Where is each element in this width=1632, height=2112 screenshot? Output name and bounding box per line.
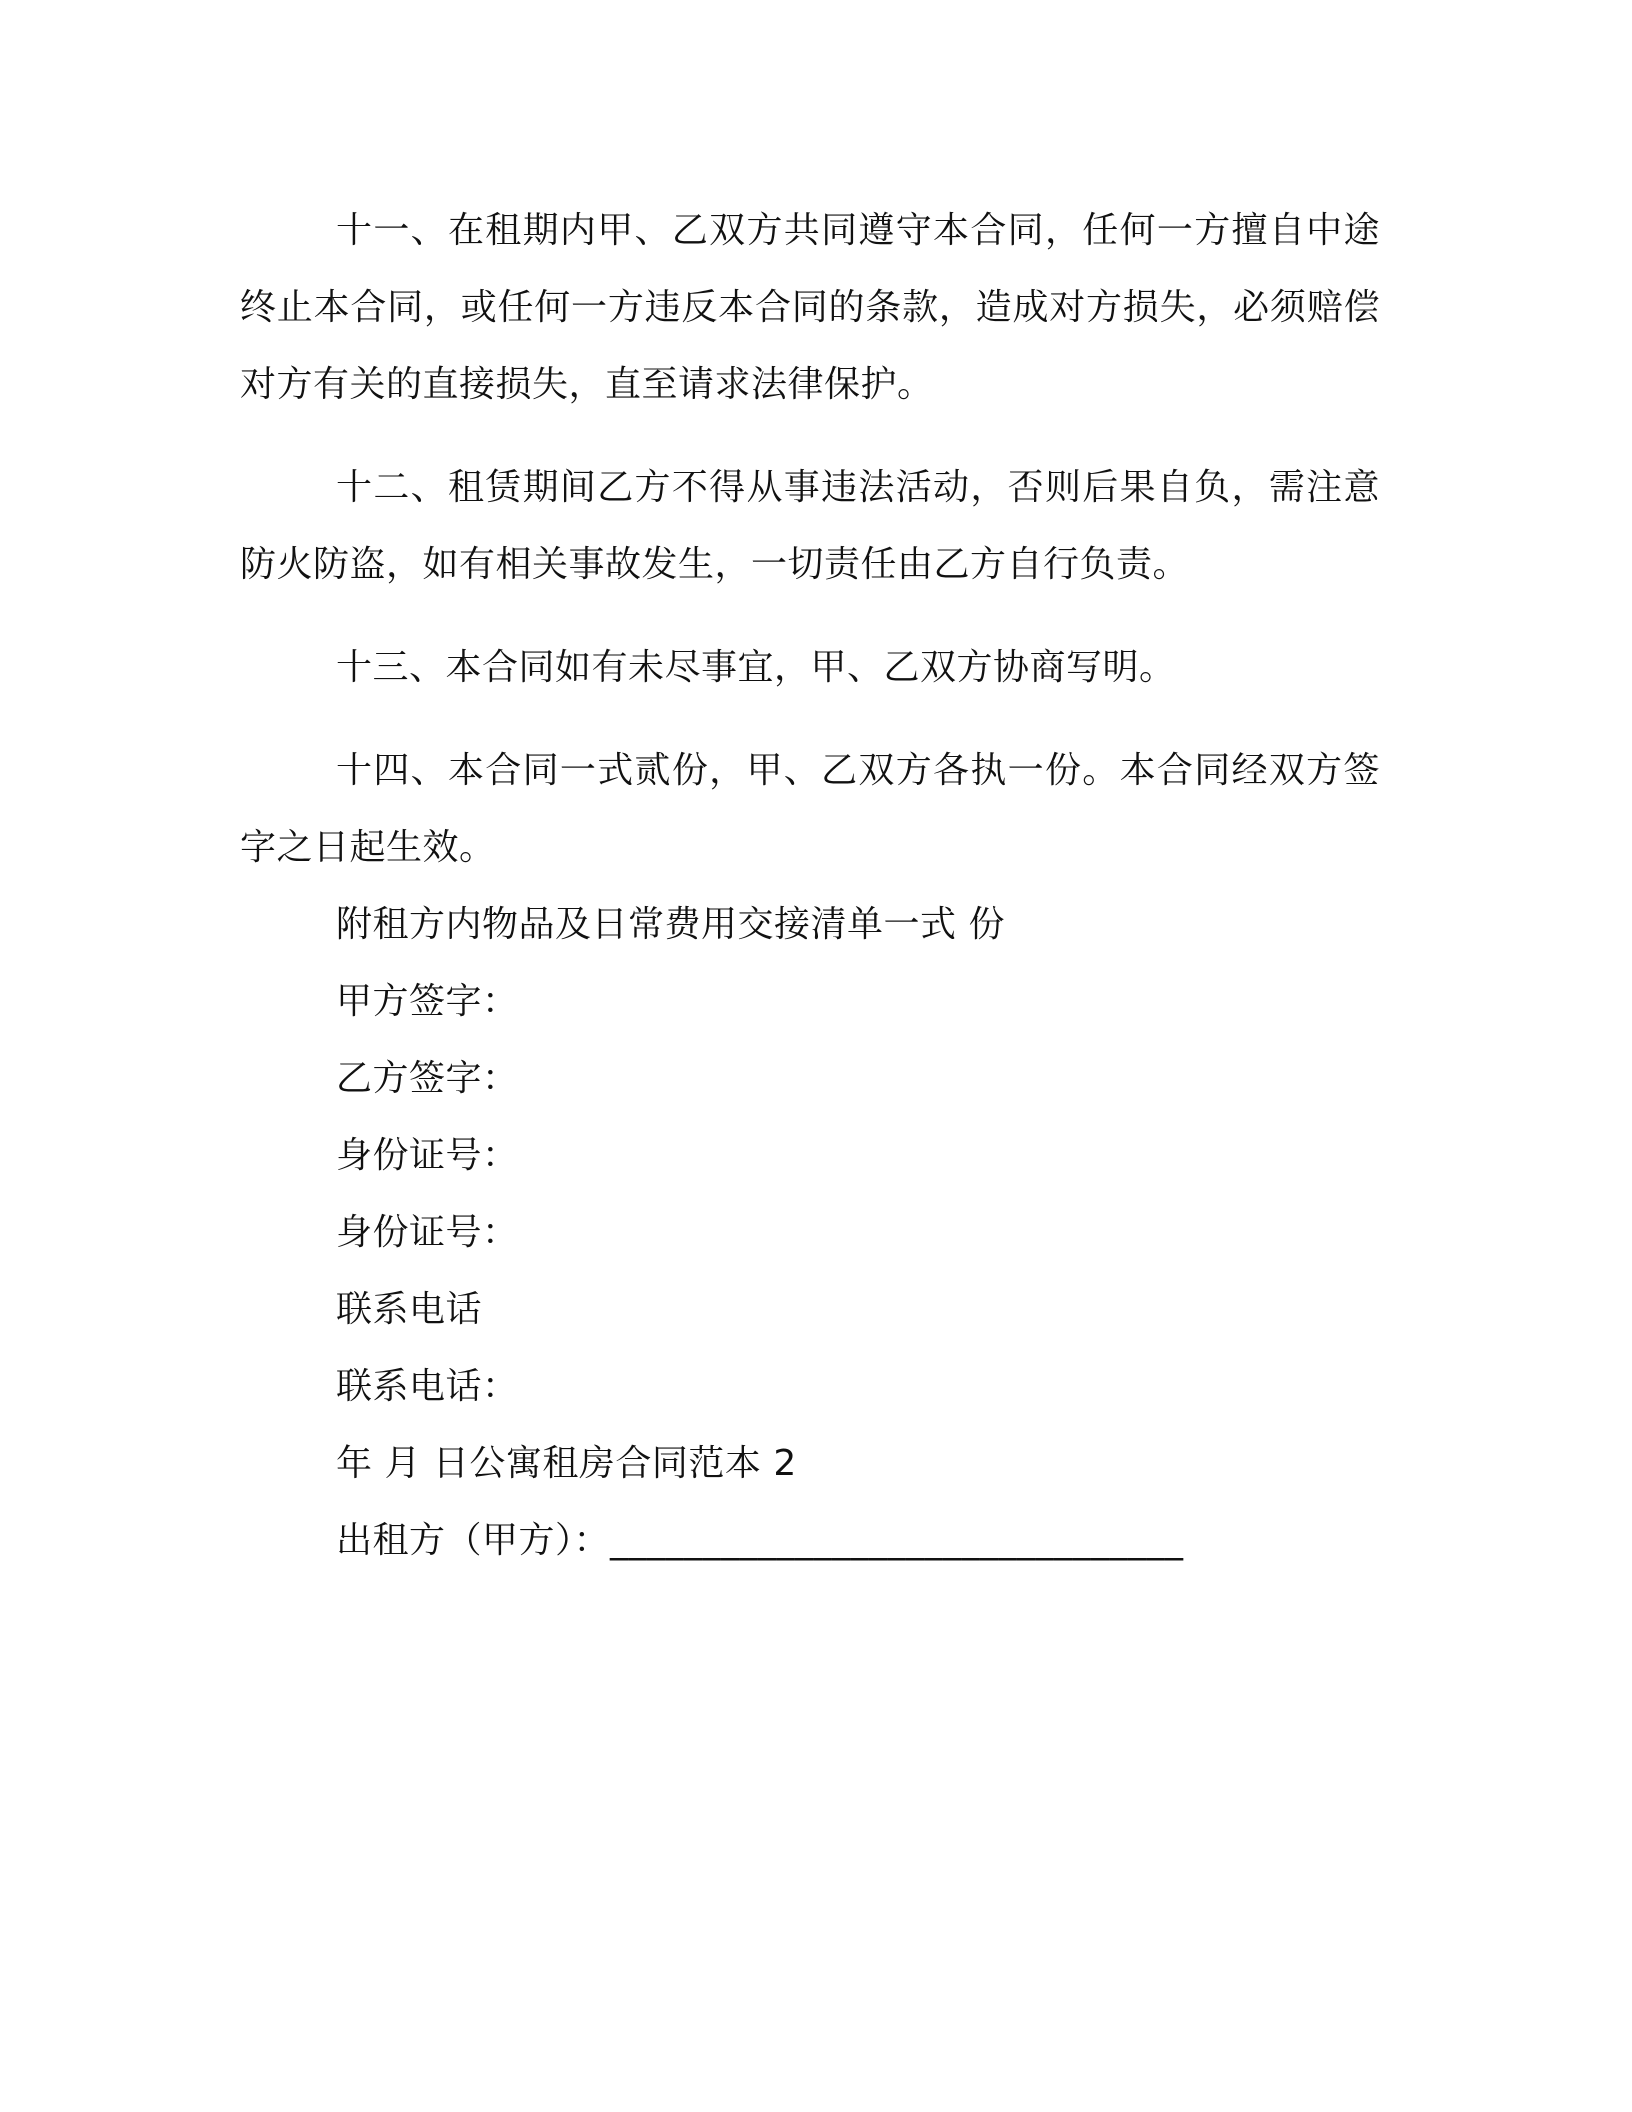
clause-11: 十一、在租期内甲、乙双方共同遵守本合同，任何一方擅自中途终止本合同，或任何一方违反本合同的条款，造成对方损失，必须赔偿对方有关的直接损失，直至请求法律保护。 xyxy=(240,210,1380,405)
clause-13: 十三、本合同如有未尽事宜，甲、乙双方协商写明。 xyxy=(336,647,1176,688)
clause-12: 十二、租赁期间乙方不得从事违法活动，否则后果自负，需注意防火防盗，如有相关事故发生，一切责任由乙方自行负责。 xyxy=(240,467,1380,585)
lessor-label: 出租方（甲方）：_______________________________ xyxy=(336,1520,1184,1561)
id-number-label-1: 身份证号： xyxy=(336,1135,519,1176)
party-b-signature-label: 乙方签字： xyxy=(336,1058,519,1099)
date-and-title: 年 月 日公寓租房合同范本 2 xyxy=(336,1443,797,1484)
id-number-label-2: 身份证号： xyxy=(336,1212,519,1253)
contact-phone-label-2: 联系电话： xyxy=(336,1366,519,1407)
clause-14: 十四、本合同一式贰份，甲、乙双方各执一份。本合同经双方签字之日起生效。 xyxy=(240,750,1380,868)
document-body xyxy=(240,192,1380,1579)
attachment-note: 附租方内物品及日常费用交接清单一式 份 xyxy=(336,904,1005,945)
party-a-signature-label: 甲方签字： xyxy=(336,981,519,1022)
contact-phone-label-1: 联系电话 xyxy=(336,1289,483,1330)
